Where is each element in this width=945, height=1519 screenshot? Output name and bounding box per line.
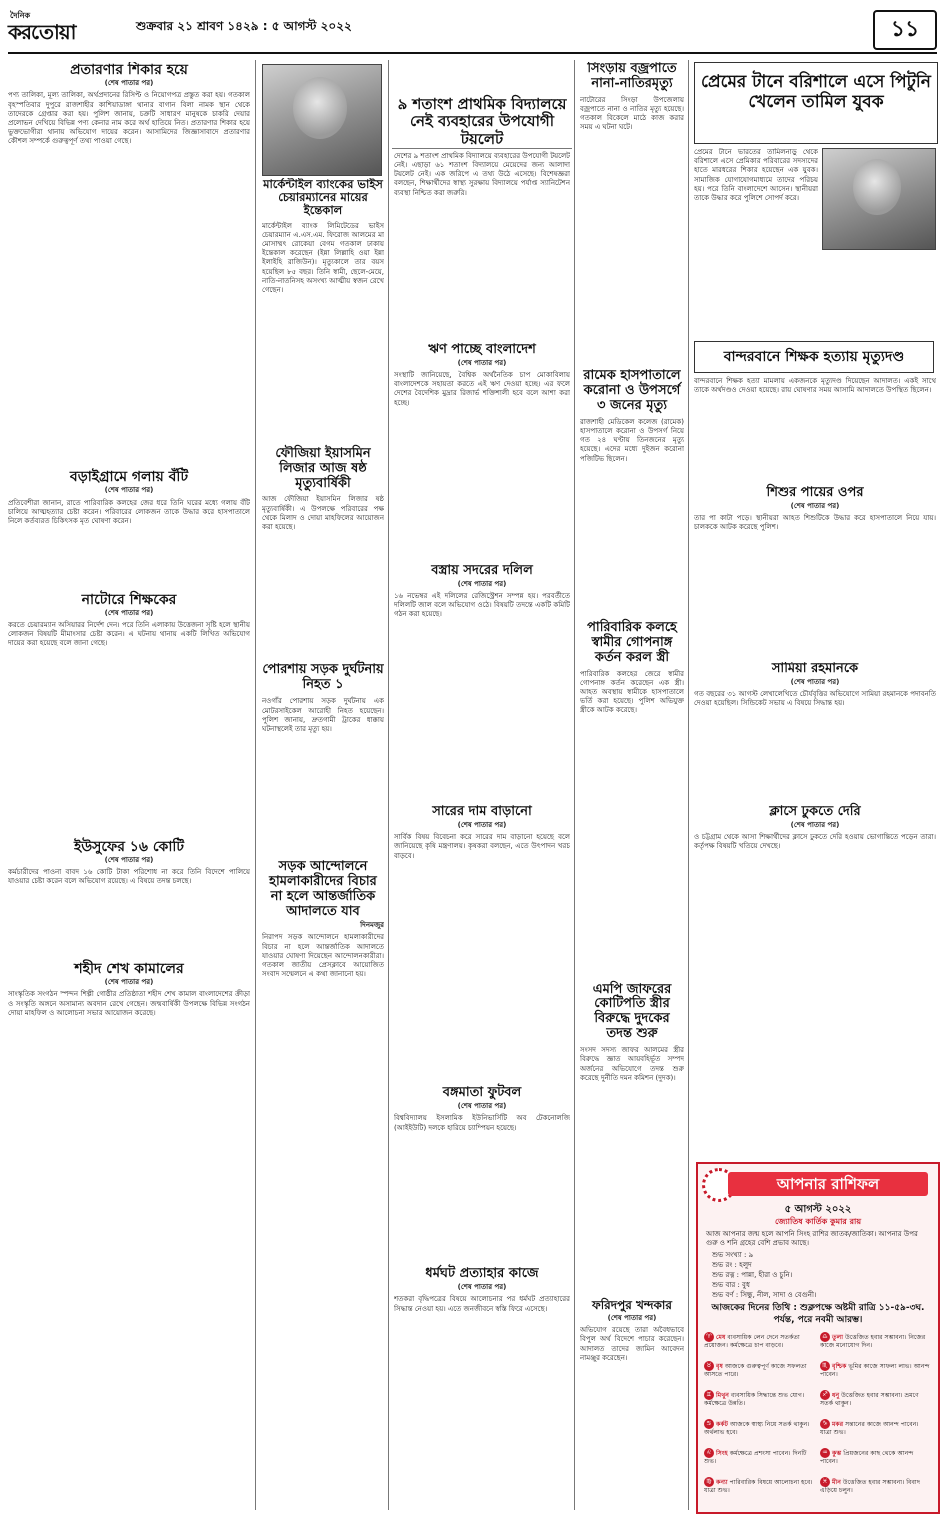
article-body: সংস্থাটি জানিয়েছে, বৈশ্বিক অর্থনৈতিক চাপ মোকাবিলায় বাংলাদেশকে সহায়তা করতে এই ঋণ দেওয়া হচ্ছে। এর ফলে দেশের বৈদেশিক মুদ্রার রিজার্ভ শক্তিশালী হবে বলে আশা করা হচ্ছে। — [394, 370, 570, 407]
headline-protarona: প্রতারণার শিকার হয়ে — [70, 62, 188, 78]
aquarius-icon: ♒ — [820, 1448, 830, 1458]
headline-box — [694, 341, 934, 373]
article-body: মার্কেন্টাইল ব্যাংক লিমিটেডের ভাইস চেয়ারম্যান এ.এস.এম. ফিরোজ আলমের মা মোসাম্মৎ রোকেয়া বেগম গতকাল ঢাকায় ইন্তেকাল করেছেন (ইন্না লিল্লাহি ওয়া ইন্না ইলাইহি রাজিউন)। মৃত্যুকালে তার বয়স হয়েছিল ৮৫ বছর। তিনি স্বামী, ছেলে-মেয়ে, নাতি-নাতনিসহ অসংখ্য আত্মীয় স্বজন রেখে গেছেন। — [262, 221, 384, 295]
article-body: নিরাপদ সড়ক আন্দোলনে হামলাকারীদের বিচার না হলে আন্তর্জাতিক আদালতে যাওয়ার ঘোষণা দিয়েছেন আন্দোলনকারীরা। গতকাল জাতীয় প্রেসক্লাবে আয়োজিত সংবাদ সম্মেলনে এ কথা জানানো হয়। — [262, 933, 384, 979]
headline-loan: ঋণ পাচ্ছে বাংলাদেশ — [428, 341, 536, 357]
sign-text: ব্যবসায়িক সিদ্ধান্তে শুভ যোগ। কর্মক্ষেত্রে উন্নতি। — [704, 1392, 805, 1407]
leo-icon: ♌ — [704, 1448, 714, 1458]
column-divider — [388, 60, 389, 1510]
article-body: দেশের ৯ শতাংশ প্রাথমিক বিদ্যালয়ে ব্যবহারের উপযোগী টয়লেট নেই। এছাড়া ৬১ শতাংশ বিদ্যালয়ে মেয়েদের জন্য আলাদা টয়লেট নেই। এক জরিপে এ তথ্য উঠে এসেছে। বিশেষজ্ঞরা বলছেন, শিক্ষার্থীদের স্বাস্থ্য সুরক্ষায় বিদ্যালয়ে পর্যাপ্ত স্যানিটেশন ব্যবস্থা নিশ্চিত করা জরুরি। — [394, 151, 570, 197]
article-body: ও চট্টগ্রাম থেকে আসা শিক্ষার্থীদের ক্লাসে ঢুকতে দেরি হওয়ায় ভোগান্তিতে পড়েন তারা। কর্তৃপক্ষ বিষয়টি খতিয়ে দেখছে। — [694, 833, 936, 851]
sign-text: পারিবারিক বিষয়ে আলোচনা হবে। যাত্রা শুভ। — [704, 1479, 813, 1494]
sign-text: ব্যবসায়িক লেন দেনে সতর্কতা প্রয়োজন। কর্মক্ষেত্রে চাপ বাড়বে। — [704, 1334, 800, 1349]
gemini-icon: ♊ — [704, 1390, 714, 1400]
horoscope-date: ৫ আগস্ট ২০২২ — [784, 1204, 852, 1215]
obituary-photo — [262, 64, 382, 176]
horoscope-intro: আজ আপনার জন্ম হলে আপনি সিংহ রাশির জাতক/জাতিকা। আপনার উপর গুরু ও শনি গ্রহের বেশি প্রভাব আছে। — [706, 1230, 918, 1247]
sign-text: ভূমির কাজে সাফল্য লাভ। আনন্দ পাবেন। — [820, 1363, 930, 1378]
headline-fertilizer: সারের দাম বাড়ানো — [432, 804, 532, 820]
column-4 — [580, 62, 684, 1507]
byline: দিনমজুর — [360, 921, 384, 930]
sign-name: মেষ — [716, 1334, 726, 1341]
sign-name: তুলা — [832, 1334, 844, 1341]
zodiac-sign — [820, 1448, 932, 1476]
portrait-face — [293, 77, 347, 139]
column-5 — [694, 252, 936, 662]
headline-road-accident: পোরশায় সড়ক দুর্ঘটনায় নিহত ১ — [262, 662, 384, 693]
article-body: নাটোরের সিংড়া উপজেলায় বজ্রপাতে নানা ও নাতির মৃত্যু হয়েছে। গতকাল বিকেলে মাঠে কাজ করার সময় এ ঘটনা ঘটে। — [580, 95, 684, 132]
sign-name: কুম্ভ — [832, 1450, 842, 1457]
lucky-item: শুভ সংখ্যা : ৯ — [712, 1251, 754, 1259]
feature-box — [694, 62, 938, 144]
article-body: বান্দরবানে শিক্ষক হত্যা মামলায় একজনকে মৃত্যুদণ্ড দিয়েছেন আদালত। একই সাথে তাকে অর্থদণ্ডও দেওয়া হয়েছে। রায় ঘোষণার সময় আসামি আদালতে উপস্থিত ছিলেন। — [694, 377, 936, 395]
article-body: গত বছরের ৩১ আগস্ট লেখালেখিতে চৌর্যবৃত্তির অভিযোগে সামিয়া রহমানকে পদাবনতি দেওয়া হয়েছিল। সিন্ডিকেট সভায় এ বিষয়ে সিদ্ধান্ত হয়। — [694, 690, 936, 708]
article-body: সংসদ সদস্য জাফর আলমের স্ত্রীর বিরুদ্ধে জ্ঞাত আয়বহির্ভূত সম্পদ অর্জনের অভিযোগে তদন্ত শুরু করেছে দুর্নীতি দমন কমিশন (দুদক)। — [580, 1046, 684, 1082]
article-body: করতে চেয়ারম্যান অসিয়ারর নির্দেশ দেন। পরে তিনি এলাকায় উত্তেজনা সৃষ্টি হলে স্থানীয় লোকজন বিষয়টি মীমাংসার চেষ্টা করেন। এ ঘটনায় থানায় একটি লিখিত অভিযোগ দায়ের করা হয়েছে বলে জানা গেছে। — [8, 620, 250, 648]
scorpio-icon: ♏ — [820, 1361, 830, 1371]
continued-note: (শেষ পাতার পর) — [457, 358, 507, 367]
zodiac-sign — [704, 1332, 816, 1360]
column-divider — [688, 60, 689, 1510]
sign-name: সিংহ — [716, 1450, 728, 1457]
lucky-item: শুভ রত্ন : পান্না, হীরা ও চুনি। — [712, 1271, 793, 1279]
sign-text: আজকে স্বাস্থ্য নিয়ে সতর্ক থাকুন। অর্থলাভ হবে। — [704, 1421, 810, 1436]
column-divider — [255, 60, 256, 1510]
sagittarius-icon: ♐ — [820, 1390, 830, 1400]
lucky-item: শুভ রং : হলুদ — [712, 1261, 752, 1269]
headline-deed: বস্ত্রায় সদরের দলিল — [431, 562, 533, 578]
article-body: পারিবারিক কলহের জেরে স্বামীর গোপনাঙ্গ কর্তন করেছেন এক স্ত্রী। আহত অবস্থায় স্বামীকে হাসপাতালে ভর্তি করা হয়েছে। পুলিশ অভিযুক্ত স্ত্রীকে আটক করেছে। — [580, 669, 684, 715]
article-body — [694, 252, 936, 338]
headline-tamil-youth: প্রেমের টানে বরিশালে এসে পিটুনি খেলেন তামিল যুবক — [701, 72, 931, 112]
article-tamil-youth-part1 — [694, 148, 818, 248]
zodiac-sign — [704, 1419, 816, 1447]
article-body: অভিযোগ রয়েছে তারা অবৈধভাবে বিপুল অর্থ বিদেশে পাচার করেছেন। আদালত তাদের জামিন আবেদন নামঞ্জুর করেছেন। — [580, 1326, 684, 1362]
horoscope-title: আপনার রাশিফল — [728, 1172, 928, 1196]
sign-name: বৃশ্চিক — [832, 1363, 847, 1370]
article-body: তার পা কাটা পড়ে। স্থানীয়রা আহত শিশুটিকে উদ্ধার করে হাসপাতালে নিয়ে যায়। চালককে আটক করেছে পুলিশ। — [694, 514, 936, 532]
continued-note: (শেষ পাতার পর) — [790, 821, 840, 830]
sign-text: উত্তেজিত হবার সম্ভাবনা। ভ্রমণে সতর্ক থাকুন। — [820, 1392, 919, 1407]
continued-note: (শেষ পাতার পর) — [457, 820, 507, 829]
headline-road-movement: সড়ক আন্দোলনে হামলাকারীদের বিচার না হলে আন্তর্জাতিক আদালতে যাব — [269, 859, 377, 920]
headline-sheikh-kamal: শহীদ শেখ কামালের — [74, 961, 184, 978]
sign-text: প্রিয়জনের কাছ থেকে আনন্দ পাবেন। — [820, 1450, 914, 1465]
headline-lightning: সিংড়ায় বজ্রপাতে নানা-নাতিরমৃত্যু — [587, 62, 677, 91]
article-body: বিশ্ববিদ্যালয় ইসলামিক ইউনিভার্সিটি অব টেকনোলজি (আইইউটি) দলকে হারিয়ে চ্যাম্পিয়ন হয়েছে। — [394, 1114, 570, 1132]
dateline: শুক্রবার ২১ শ্রাবণ ১৪২৯ : ৫ আগস্ট ২০২২ — [136, 19, 352, 33]
sign-name: মিথুন — [716, 1392, 729, 1399]
page-number: ১১ — [873, 10, 937, 50]
headline-strike: ধর্মঘট প্রত্যাহার কাজে — [425, 1266, 539, 1282]
continued-note: (শেষ পাতার পর) — [607, 1314, 657, 1323]
continued-note: (শেষ পাতার পর) — [104, 978, 154, 987]
column-2 — [262, 178, 384, 1508]
continued-note: (শেষ পাতার পর) — [457, 579, 507, 588]
virgo-icon: ♍ — [704, 1477, 714, 1487]
capricorn-icon: ♑ — [820, 1419, 830, 1429]
newspaper-logo — [8, 8, 126, 48]
article-body: সার্বিক বিষয় বিবেচনা করে সারের দাম বাড়ানো হয়েছে বলে জানিয়েছে কৃষি মন্ত্রণালয়। কৃষকরা বলছেন, এতে উৎপাদন খরচ বাড়বে। — [394, 833, 570, 860]
zodiac-sign — [704, 1361, 816, 1389]
lucky-item: শুভ বর্ণ : সিন্ধু, নীল, সাদা ও বেগুনী। — [712, 1291, 817, 1299]
column-divider — [574, 60, 575, 1510]
lucky-item: শুভ বার : বুধ — [712, 1281, 750, 1289]
continued-note: (শেষ পাতার পর) — [104, 855, 154, 864]
headline-boraigram: বড়াইগ্রামে গলায় বঁটি — [69, 469, 189, 486]
headline-faridpur: ফরিদপুর খন্দকার — [591, 1298, 673, 1313]
headline-football: বঙ্গমাতা ফুটবল — [442, 1085, 522, 1101]
sign-name: কর্কট — [716, 1421, 729, 1428]
sign-name: ধনু — [832, 1392, 840, 1399]
zodiac-sign — [820, 1361, 932, 1389]
sign-name: মকর — [832, 1421, 844, 1428]
logo-main-text: করতোয়া — [8, 20, 76, 44]
column-3 — [394, 92, 570, 1507]
article-body: ১৬ নভেম্বর এই দলিলের রেজিস্ট্রেশন সম্পন্ন হয়। পরবর্তীতে দলিলটি জাল বলে অভিযোগ ওঠে। বিষয়টি তদন্তে একটি কমিটি গঠন করা হয়েছে। — [394, 592, 570, 619]
headline-family-feud: পারিবারিক কলহে স্বামীর গোপনাঙ্গ কর্তন করল স্ত্রী — [587, 619, 677, 665]
continued-note: (শেষ পাতার পর) — [457, 1283, 507, 1292]
zodiac-sign — [820, 1390, 932, 1418]
continued-note: (শেষ পাতার পর) — [457, 1102, 507, 1111]
continued-note: (শেষ পাতার পর) — [104, 79, 154, 88]
tithi: আজকের দিনের তিথি : শুক্লপক্ষে অষ্টমী রাত্রি ১১-৫৯-৩ঘ. পর্যন্ত, পরে নবমী আরম্ভ। — [711, 1303, 925, 1325]
article-body: কর্মচারীদের পাওনা বাবদ ১৬ কোটি টাকা পরিশোধ না করে তিনি বিদেশে পালিয়ে যাওয়ার চেষ্টা করেন বলে অভিযোগ রয়েছে। এ বিষয়ে তদন্ত চলছে। — [8, 868, 250, 886]
headline-samiya: সামিয়া রহমানকে — [771, 662, 859, 676]
continued-note: (শেষ পাতার পর) — [104, 608, 154, 617]
article-body: প্রতিবেশীরা জানান, রাতে পারিবারিক কলহের জের ধরে তিনি ঘরের মধ্যে গলায় বঁটি চালিয়ে আত্মহত্যার চেষ্টা করেন। পরিবারের লোকজন তাকে উদ্ধার করে হাসপাতালে নিলে কর্তব্যরত চিকিৎসক মৃত ঘোষণা করেন। — [8, 498, 250, 525]
headline-bandarban: বান্দরবানে শিক্ষক হত্যায় মৃত্যুদণ্ড — [723, 349, 905, 365]
article-body: সাংস্কৃতিক সংগঠন স্পন্দন শিল্পী গোষ্ঠীর প্রতিষ্ঠাতা শহীদ শেখ কামাল বাংলাদেশের ক্রীড়া ও সংস্কৃতি অঙ্গনে অসামান্য অবদান রেখে গেছেন। জন্মবার্ষিকী উপলক্ষে বিভিন্ন সংগঠন দোয়া মাহফিল ও আলোচনা সভার আয়োজন করেছে। — [8, 990, 250, 1017]
article-body: প্রেমের টানে ভারতের তামিলনাড়ু থেকে বরিশালে এসে প্রেমিকার পরিবারের সদস্যদের হাতে মারধরের শিকার হয়েছেন এক যুবক। সামাজিক যোগাযোগমাধ্যমে তাদের পরিচয় হয়। পরে তিনি বাংলাদেশে আসেন। স্থানীয়রা তাকে উদ্ধার করে পুলিশে সোপর্দ করে। — [694, 148, 818, 203]
article-body: শতকরা বৃদ্ধিপত্রের বিষয়ে আলোচনার পর ধর্মঘট প্রত্যাহারের সিদ্ধান্ত নেওয়া হয়। এতে জনজীবনে স্বস্তি ফিরে এসেছে। — [394, 1295, 570, 1313]
sign-text: উত্তেজিত হবার সম্ভাবনা। নিজের কাজে মনোযোগ দিন। — [820, 1334, 926, 1349]
headline-ramek: রামেক হাসপাতালে করোনা ও উপসর্গে ৩ জনের মৃত্যু — [583, 367, 681, 413]
headline-death-anniversary: ফৌজিয়া ইয়াসমিন লিজার আজ ষষ্ঠ মৃত্যুবার্ষিকী — [275, 445, 371, 491]
column-5-lower — [694, 662, 936, 1158]
article-body: নওগাঁর পোরশায় সড়ক দুর্ঘটনায় এক মোটরসাইকেল আরোহী নিহত হয়েছেন। পুলিশ জানায়, দ্রুতগামী ট্রাকের ধাক্কায় ঘটনাস্থলেই তার মৃত্যু হয়। — [262, 697, 384, 733]
zodiac-sign — [820, 1477, 932, 1505]
portrait-face — [853, 159, 901, 215]
zodiac-grid — [704, 1332, 932, 1508]
sign-text: কর্মক্ষেত্রে প্রশংসা পাবেন। দিনটি শুভ। — [704, 1450, 807, 1465]
headline-natore: নাটোরে শিক্ষকের — [81, 591, 177, 608]
zodiac-sign — [820, 1419, 932, 1447]
libra-icon: ♎ — [820, 1332, 830, 1342]
headline-obituary: মার্কেন্টাইল ব্যাংকের ভাইস চেয়ারম্যানের মায়ের ইন্তেকাল — [263, 178, 383, 218]
article-body: আজ ফৌজিয়া ইয়াসমিন লিজার ষষ্ঠ মৃত্যুবার্ষিকী। এ উপলক্ষে পরিবারের পক্ষ থেকে মিলাদ ও দোয়া মাহফিলের আয়োজন করা হয়েছে। — [262, 495, 384, 532]
cancer-icon: ♋ — [704, 1419, 714, 1429]
zodiac-sign — [820, 1332, 932, 1360]
headline-child-leg: শিশুর পায়ের ওপর — [766, 485, 864, 500]
article-body: রাজশাহী মেডিকেল কলেজ (রামেক) হাসপাতালে করোনা ও উপসর্গ নিয়ে গত ২৪ ঘণ্টায় তিনজনের মৃত্যু হয়েছে। এদের মধ্যে দুইজন করোনা পজিটিভ ছিলেন। — [580, 417, 684, 463]
sign-text: উত্তেজিত হবার সম্ভাবনা। বিবাদ এড়িয়ে চলুন। — [820, 1479, 920, 1494]
astrologer-name: জ্যোতিষ কার্তিক কুমার রায় — [774, 1217, 862, 1226]
lucky-list — [712, 1250, 922, 1300]
article-body: পণ্য তালিকা, মূল্য তালিকা, অর্থপ্রদানের রিসিপ্ট ও নিয়োগপত্র প্রস্তুত করা হয়। গতকাল বৃহস্পতিবার দুপুরে রাজশাহীর কাশিয়াডাঙ্গা থানার বাগান বিলা নামক স্থান থেকে তাদেরকে গ্রেপ্তার করা হয়। পুলিশ জানায়, চক্রটি সাধারণ মানুষকে চাকরি দেয়ার প্রলোভন দেখিয়ে বিভিন্ন পণ্য কেনার নাম করে অর্থ হাতিয়ে নিত। প্রতারণার শিকার হয়ে ভুক্তভোগীরা থানায় অভিযোগ দায়ের করেন। আসামিদের জিজ্ঞাসাবাদে প্রতারণার কৌশল সম্পর্কে গুরুত্বপূর্ণ তথ্য পাওয়া গেছে। — [8, 91, 250, 146]
zodiac-sign — [704, 1390, 816, 1418]
continued-note: (শেষ পাতার পর) — [790, 501, 840, 510]
horoscope-box — [696, 1162, 940, 1514]
headline-mp-jafar: এমপি জাফরের কোটিপতি স্ত্রীর বিরুদ্ধে দুদকের তদন্ত শুরু — [592, 981, 672, 1042]
sign-text: সন্তানের কাজে আনন্দ পাবেন। যাত্রা শুভ। — [820, 1421, 919, 1436]
headline-rule — [392, 148, 572, 149]
sign-name: কন্যা — [716, 1479, 728, 1486]
headline-class-delay: ক্লাসে ঢুকতে দেরি — [769, 804, 861, 820]
column-1 — [8, 62, 250, 1512]
zodiac-sign — [704, 1477, 816, 1505]
sign-name: মীন — [832, 1479, 841, 1486]
headline-yusuf: ইউসুফের ১৬ কোটি — [73, 838, 185, 855]
logo-small-text: দৈনিক — [10, 10, 31, 20]
sign-text: আজকে গুরুত্বপূর্ণ কাজে সফলতা আসতে পারে। — [704, 1363, 807, 1378]
headline-school-toilet: ৯ শতাংশ প্রাথমিক বিদ্যালয়ে নেই ব্যবহারের উপযোগী টয়লেট — [397, 95, 567, 148]
pisces-icon: ♓ — [820, 1477, 830, 1487]
masthead — [8, 6, 937, 54]
sign-name: বৃষ — [716, 1363, 723, 1370]
continued-note: (শেষ পাতার পর) — [104, 486, 154, 495]
taurus-icon: ♉ — [704, 1361, 714, 1371]
continued-note: (শেষ পাতার পর) — [790, 677, 840, 686]
tamil-youth-photo — [822, 148, 936, 250]
aries-icon: ♈ — [704, 1332, 714, 1342]
zodiac-sign — [704, 1448, 816, 1476]
